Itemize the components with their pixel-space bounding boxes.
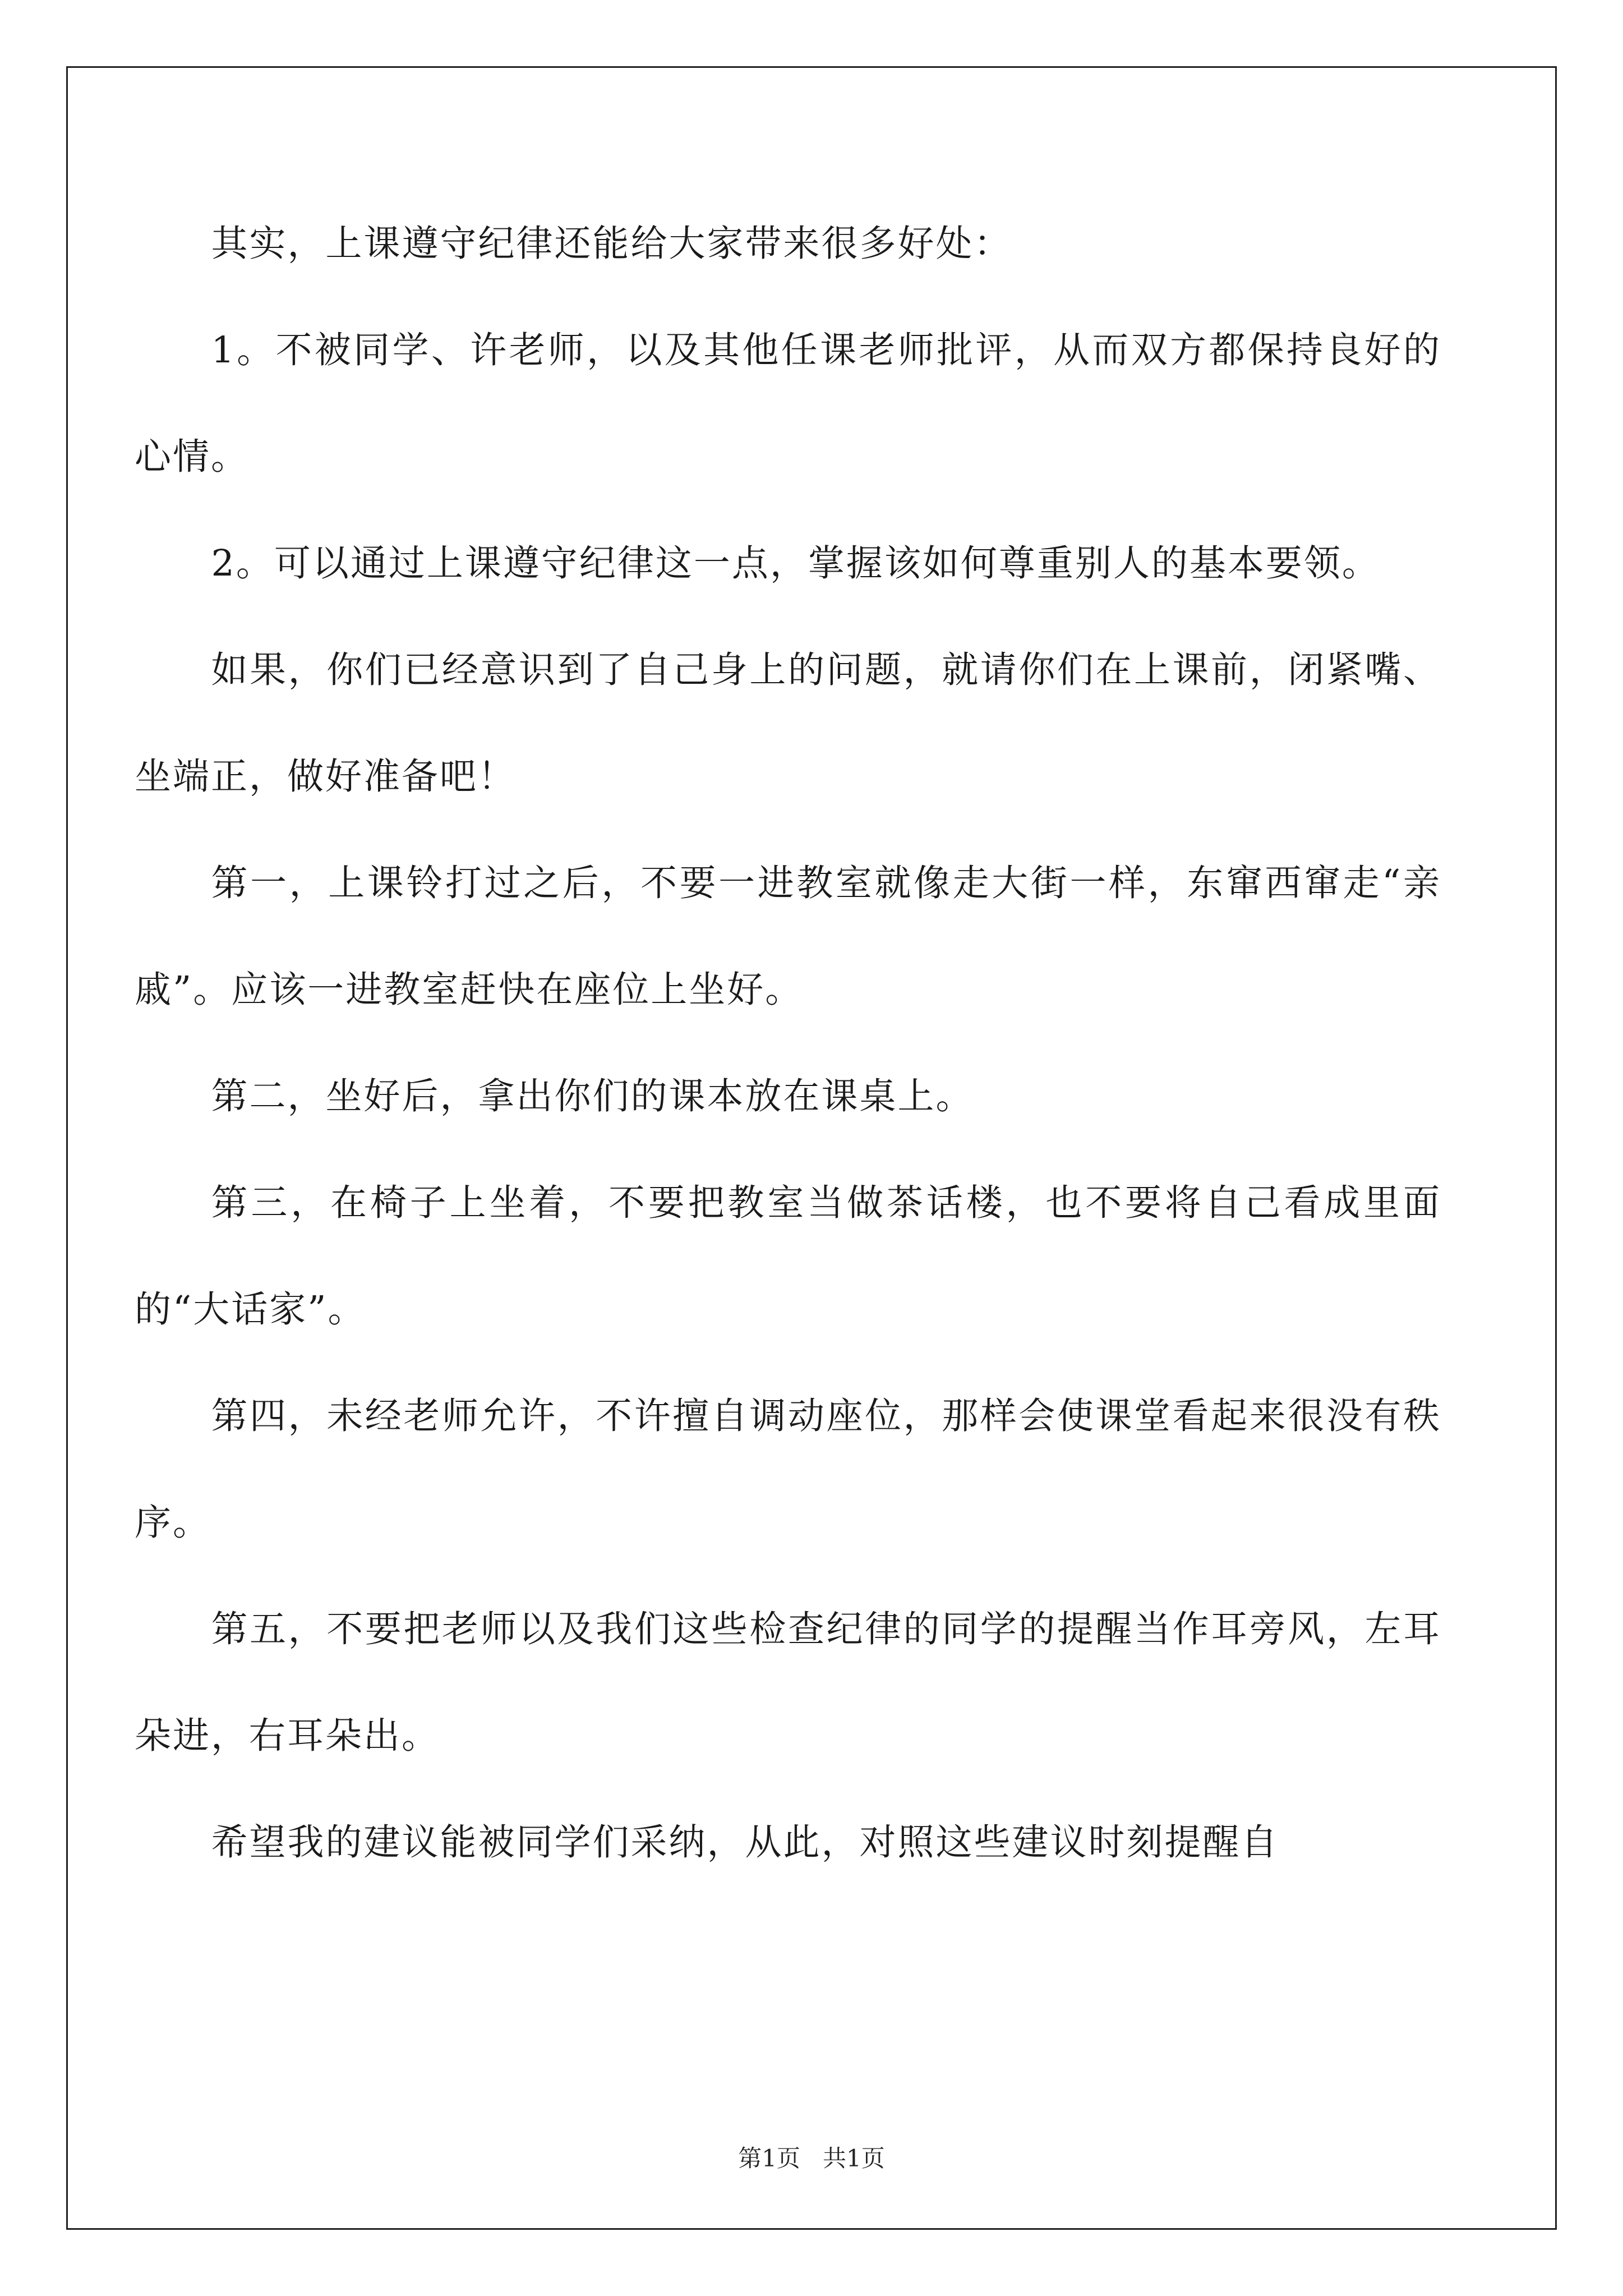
page-footer: [0, 2140, 1623, 2174]
paragraph-4: 如果，你们已经意识到了自己身上的问题，就请你们在上课前，闭紧嘴、坐端正，做好准备吧！: [135, 649, 1441, 798]
paragraph-10: 希望我的建议能被同学们采纳，从此，对照这些建议时刻提醒自: [211, 1821, 1279, 1864]
page-total: 共1页: [823, 2145, 885, 2172]
paragraph-5: 第一，上课铃打过之后，不要一进教室就像走大街一样，东窜西窜走“亲戚”。应该一进教室赶快在座位上坐好。: [135, 862, 1441, 1011]
paragraph-7: 第三，在椅子上坐着，不要把教室当做茶话楼，也不要将自己看成里面的“大话家”。: [135, 1182, 1441, 1331]
paragraph-9: 第五，不要把老师以及我们这些检查纪律的同学的提醒当作耳旁风，左耳朵进，右耳朵出。: [135, 1608, 1441, 1757]
paragraph-8: 第四，未经老师允许，不许擅自调动座位，那样会使课堂看起来很没有秩序。: [135, 1395, 1441, 1544]
paragraph-2: 1。不被同学、许老师，以及其他任课老师批评，从而双方都保持良好的心情。: [135, 329, 1441, 478]
document-body: [135, 191, 1441, 1896]
paragraph-6: 第二，坐好后，拿出你们的课本放在课桌上。: [211, 1075, 974, 1117]
page-number: 第1页: [738, 2145, 800, 2172]
paragraph-1: 其实，上课遵守纪律还能给大家带来很多好处：: [211, 223, 1012, 265]
paragraph-3: 2。可以通过上课遵守纪律这一点，掌握该如何尊重别人的基本要领。: [211, 542, 1380, 585]
